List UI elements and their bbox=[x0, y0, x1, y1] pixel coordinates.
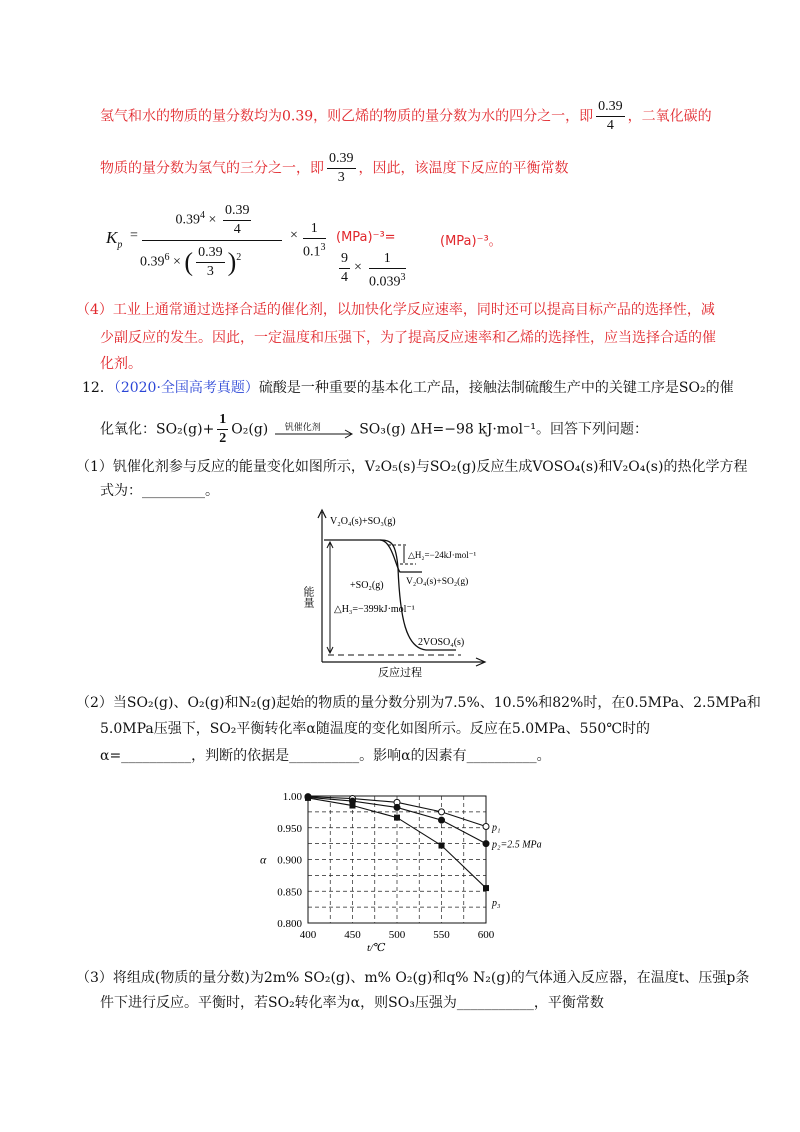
energy-diagram bbox=[296, 508, 496, 678]
answer-text: ，因此，该温度下反应的平衡常数 bbox=[358, 160, 569, 177]
x-axis-label: 反应过程 bbox=[378, 667, 422, 678]
x-tick-label: 600 bbox=[477, 929, 495, 941]
kp-01-exp: 3 bbox=[320, 242, 326, 253]
q1-line-1: （1）钒催化剂参与反应的能量变化如图所示，V₂O₅(s)与SO₂(g)反应生成VOSO₄(s)和V₂O₄(s)的热化学方程 bbox=[76, 459, 748, 475]
fraction bbox=[327, 150, 356, 187]
x-axis-label: t/℃ bbox=[367, 942, 386, 954]
fraction bbox=[596, 98, 625, 135]
answer-text: 物质的量分数为氢气的三分之一，即 bbox=[100, 160, 324, 177]
answer-text: 氢气和水的物质的量分数均为0.39，则乙烯的物质的量分数为水的四分之一，即 bbox=[100, 108, 594, 125]
y-tick-label: 0.950 bbox=[277, 822, 302, 835]
y-axis-label: 能量 bbox=[302, 586, 314, 608]
kp-num-base: 0.39 bbox=[175, 212, 201, 228]
y-tick-label: 1.00 bbox=[282, 791, 302, 803]
answer-line-2 bbox=[100, 150, 569, 187]
series-label: p₂=2.5 MPa bbox=[492, 839, 542, 851]
top-label: V₂O₄(s)+SO₃(g) bbox=[330, 516, 396, 527]
fraction bbox=[217, 411, 228, 448]
fraction bbox=[369, 250, 406, 292]
kp-letter: K bbox=[106, 228, 118, 247]
fraction-numerator: 0.39 bbox=[596, 98, 625, 117]
kp-num-exp: 4 bbox=[200, 210, 206, 222]
fraction bbox=[303, 220, 326, 262]
x-tick-label: 500 bbox=[388, 929, 406, 941]
question-intro: 硫酸是一种重要的基本化工产品，接触法制硫酸生产中的关键工序是SO₂的催 bbox=[258, 380, 734, 396]
arrow-icon bbox=[273, 420, 355, 440]
kp-paren-exp: 2 bbox=[236, 252, 242, 264]
kp-0039-exp: 3 bbox=[400, 272, 406, 283]
q3-line-1: （3）将组成(物质的量分数)为2m% SO₂(g)、m% O₂(g)和q% N₂(g)的气体通入反应器，在温度t、压强p条 bbox=[76, 970, 750, 986]
fraction-denominator: 4 bbox=[233, 222, 241, 237]
answer-text: ，二氧化碳的 bbox=[627, 108, 712, 125]
q2-line-1: （2）当SO₂(g)、O₂(g)和N₂(g)起始的物质的量分数分别为7.5%、10.5%和82%时，在0.5MPa、2.5MPa和 bbox=[76, 695, 761, 711]
y-axis-label: α bbox=[260, 852, 267, 867]
kp-subscript: p bbox=[117, 239, 123, 251]
mid-label: V₂O₄(s)+SO₂(g) bbox=[406, 577, 469, 587]
part4-line-3: 化剂。 bbox=[100, 356, 142, 372]
kp-denominator: $0.39^6$ × ( $\frac{0.39}{3}$ )$^2$ bbox=[140, 245, 242, 279]
data-point bbox=[439, 809, 445, 815]
data-point bbox=[439, 817, 445, 823]
data-point bbox=[439, 843, 445, 849]
q3-line-2: 件下进行反应。平衡时，若SO₂转化率为α，则SO₃压强为___________，平衡常数 bbox=[100, 995, 604, 1011]
kp-0039: 0.039 bbox=[369, 274, 401, 290]
data-point bbox=[394, 804, 400, 810]
fraction-numerator: 9 bbox=[339, 250, 350, 269]
kp-numerator: $0.39^4$ × $\frac{0.39}{4}$ bbox=[175, 203, 250, 237]
fraction-denominator: 3 bbox=[206, 264, 214, 279]
fraction bbox=[196, 244, 225, 281]
fraction bbox=[223, 202, 252, 239]
y-tick-label: 0.800 bbox=[277, 918, 302, 930]
equation-text: 化氧化：SO₂(g)+ bbox=[100, 421, 215, 438]
data-point bbox=[483, 823, 489, 829]
y-tick-label: 0.900 bbox=[277, 854, 302, 867]
x-tick-label: 450 bbox=[344, 929, 361, 941]
fraction-denominator: 3 bbox=[337, 170, 345, 185]
kp-den-base: 0.39 bbox=[140, 254, 165, 270]
answer-line-1 bbox=[100, 98, 712, 135]
equation-text: O₂(g) bbox=[231, 421, 269, 438]
part4-line-2: 少副反应的发生。因此，一定温度和压强下，为了提高反应速率和乙烯的选择性，应当选择合适的催 bbox=[100, 330, 716, 346]
fraction-numerator: 0.39 bbox=[327, 150, 356, 169]
fraction-numerator: 0.39 bbox=[223, 202, 252, 221]
dh2-label: △H₂=−24kJ·mol⁻¹ bbox=[408, 550, 477, 560]
kp-symbol bbox=[106, 228, 122, 250]
times-sign: × bbox=[290, 228, 298, 243]
fraction-denominator bbox=[369, 269, 406, 292]
fraction-denominator: 4 bbox=[606, 118, 614, 133]
data-point bbox=[350, 803, 356, 809]
data-point bbox=[394, 815, 400, 821]
series-label: p₃ bbox=[492, 898, 501, 910]
kp-main-fraction-bar bbox=[142, 240, 282, 241]
data-point bbox=[305, 795, 311, 801]
equals-sign: = bbox=[130, 228, 138, 243]
y-tick-label: 0.850 bbox=[277, 886, 302, 899]
fraction-denominator: 4 bbox=[341, 270, 348, 285]
unit-text: (MPa)⁻³= bbox=[336, 230, 396, 245]
kp-01: 0.1 bbox=[303, 244, 321, 260]
conversion-chart bbox=[250, 782, 550, 962]
x-tick-label: 400 bbox=[299, 929, 317, 941]
kp-den-exp: 6 bbox=[164, 252, 170, 264]
unit-text: (MPa)⁻³。 bbox=[440, 234, 502, 249]
fraction-numerator: 1 bbox=[217, 411, 228, 430]
series-label: p₁ bbox=[492, 822, 501, 834]
q2-line-2: 5.0MPa压强下，SO₂平衡转化率α随温度的变化如图所示。反应在5.0MPa、550℃时的 bbox=[100, 721, 650, 737]
question-header bbox=[82, 378, 734, 398]
fraction-numerator: 1 bbox=[303, 220, 326, 239]
question-source: （2020·全国高考真题） bbox=[113, 380, 259, 396]
so2-label: +SO₂(g) bbox=[350, 580, 384, 591]
fraction bbox=[339, 250, 350, 287]
catalyst-arrow bbox=[273, 420, 355, 440]
data-point bbox=[483, 885, 489, 891]
fraction-denominator: 2 bbox=[219, 431, 227, 446]
q1-line-2: 式为：_________。 bbox=[100, 483, 219, 499]
fraction-numerator: 1 bbox=[369, 250, 406, 269]
catalyst-label: 钒催化剂 bbox=[284, 422, 321, 433]
x-tick-label: 550 bbox=[433, 929, 450, 941]
times-sign: × bbox=[354, 260, 362, 275]
fraction-numerator: 0.39 bbox=[196, 244, 225, 263]
data-point bbox=[483, 841, 489, 847]
kp-formula bbox=[100, 198, 540, 293]
fraction-denominator bbox=[303, 239, 326, 262]
q2-line-3: α=__________，判断的依据是__________。影响α的因素有__________。 bbox=[100, 748, 551, 764]
bottom-label: 2VOSO₄(s) bbox=[418, 637, 465, 648]
question-number: 12． bbox=[82, 380, 114, 396]
equation-text: SO₃(g) ΔH=−98 kJ·mol⁻¹。回答下列问题： bbox=[359, 421, 648, 438]
reaction-equation bbox=[100, 411, 648, 448]
dh3-label: △H₃=−399kJ·mol⁻¹ bbox=[334, 604, 415, 615]
part4-line-1: （4）工业上通常通过选择合适的催化剂，以加快化学反应速率，同时还可以提高目标产品的选择性，减 bbox=[76, 302, 715, 318]
